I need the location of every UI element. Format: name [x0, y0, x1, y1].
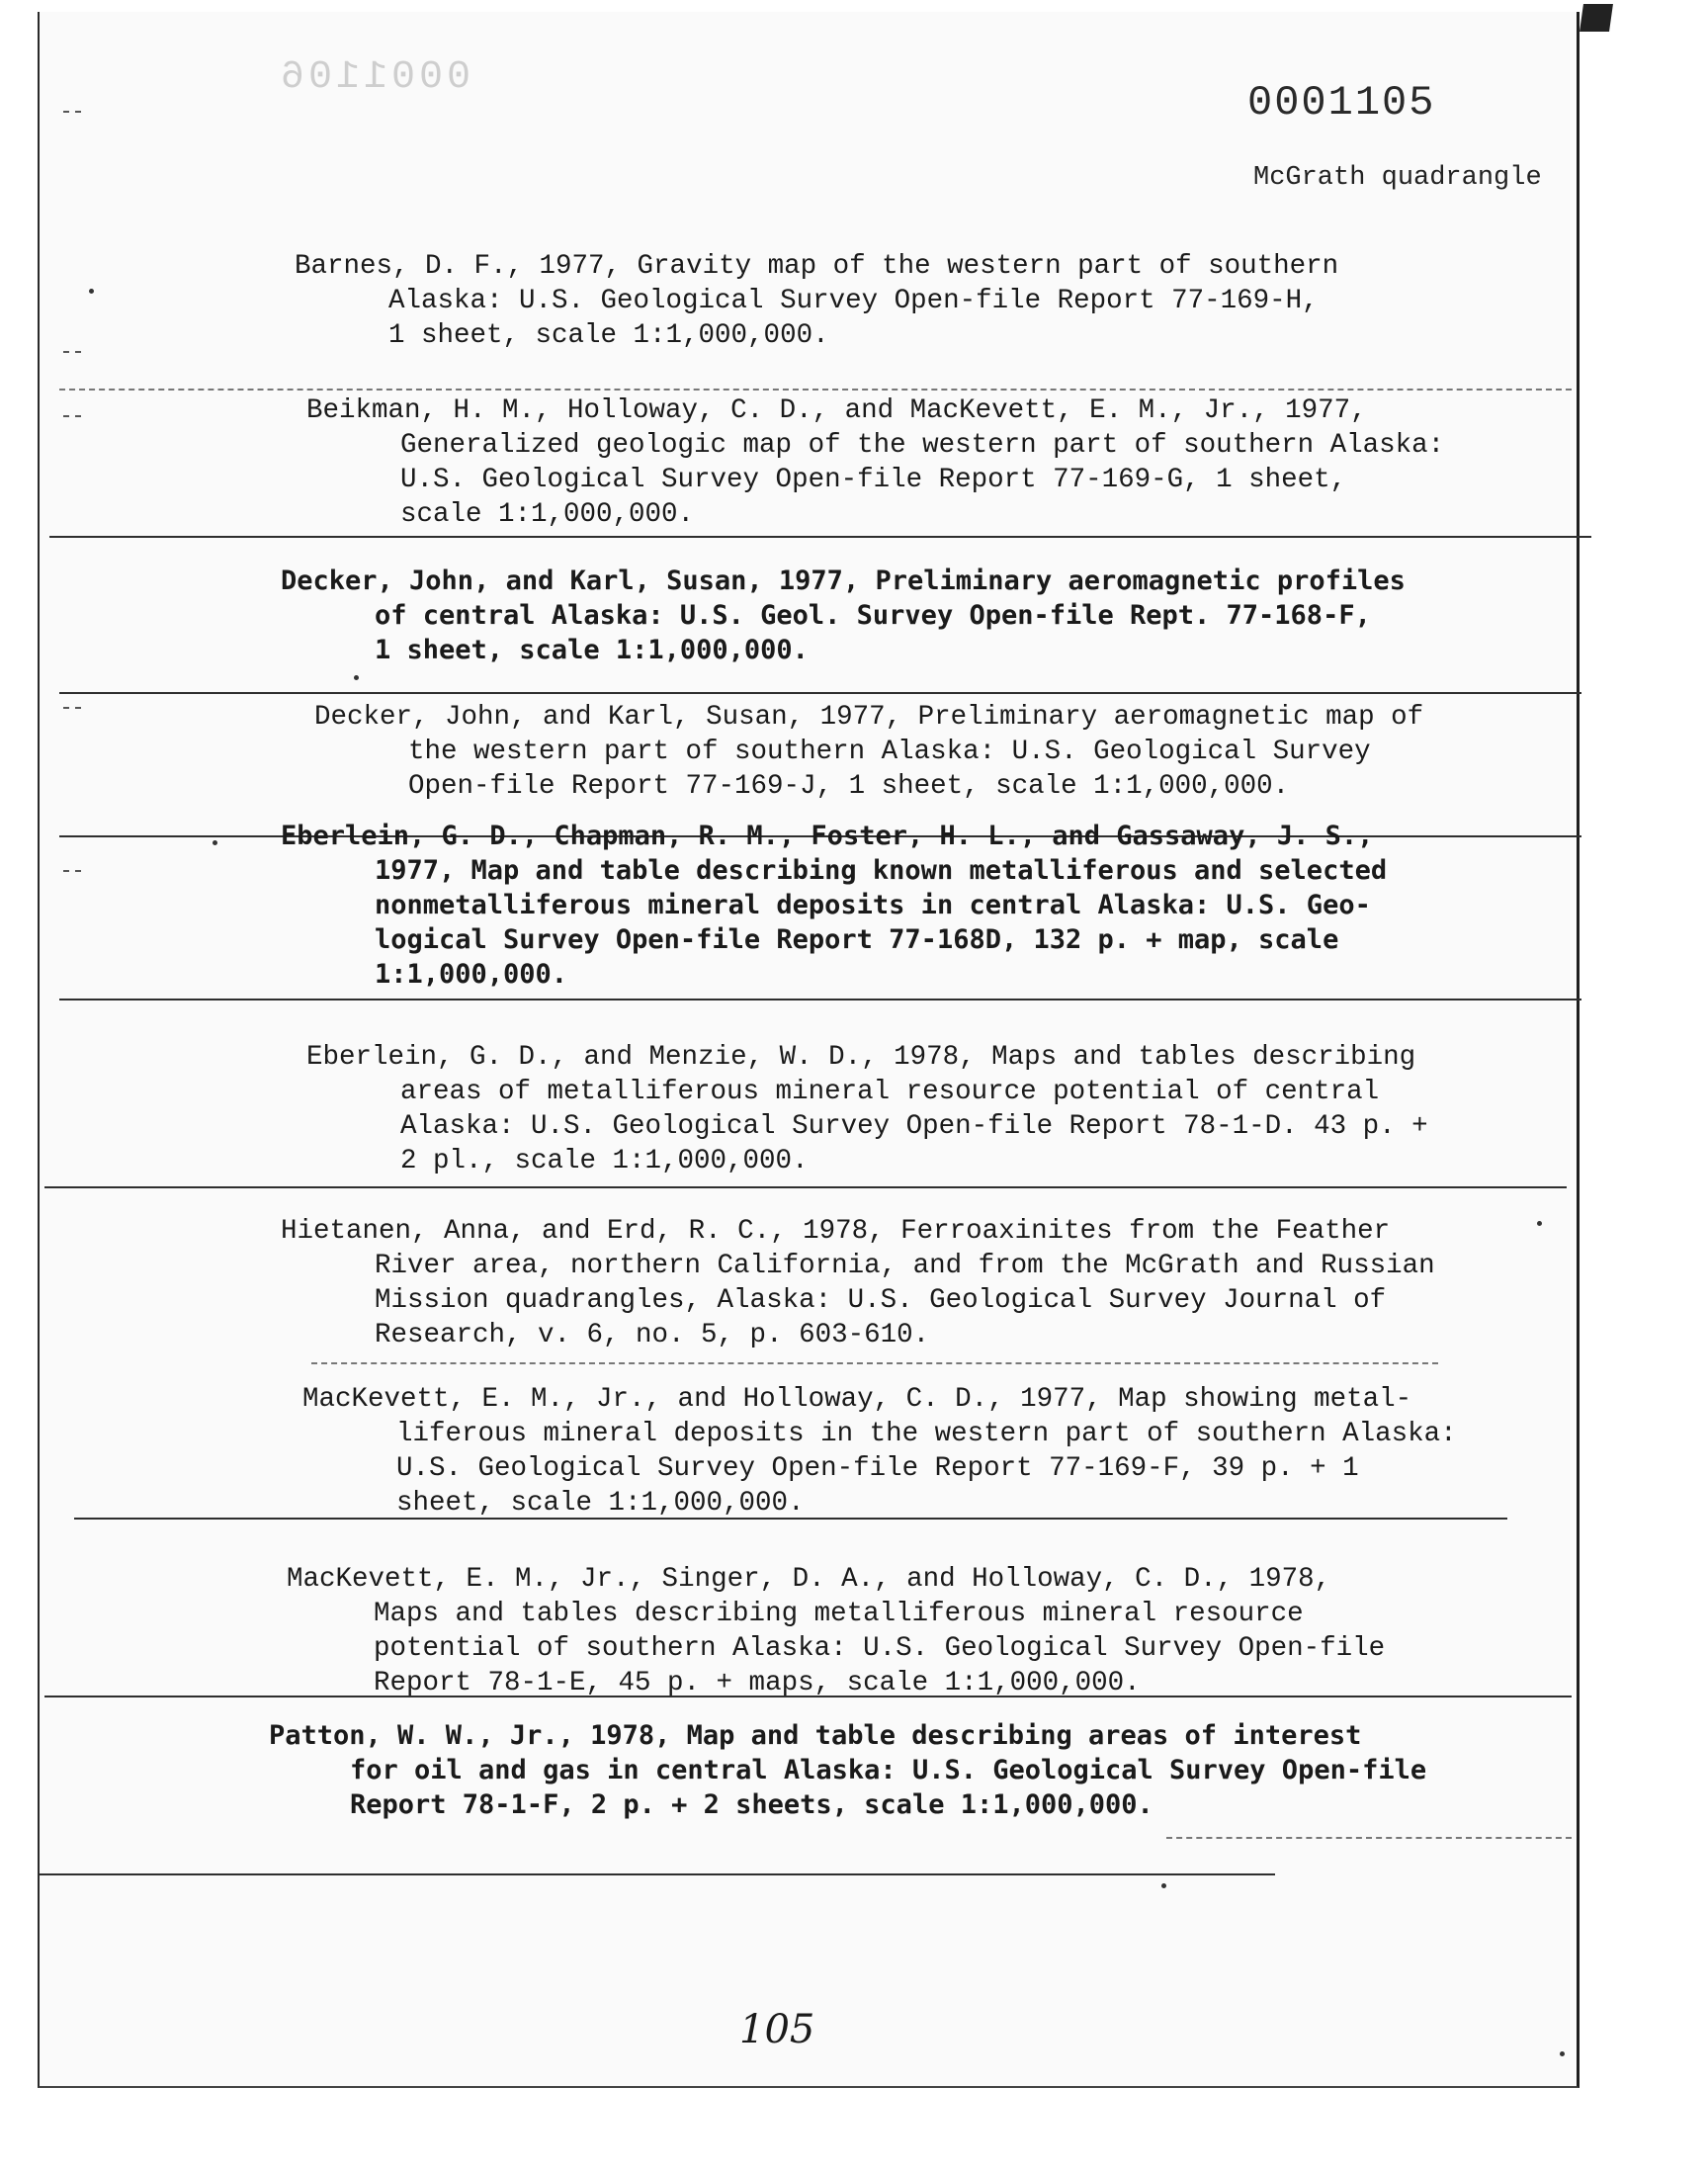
speck: [1161, 1883, 1166, 1888]
entry-line: Generalized geologic map of the western part of southern Alaska:: [400, 430, 1445, 461]
entry-line: sheet, scale 1:1,000,000.: [396, 1488, 805, 1519]
entry-line: Research, v. 6, no. 5, p. 603-610.: [375, 1320, 930, 1350]
speck: [89, 289, 94, 294]
bibliography-entry: [281, 564, 1406, 667]
entry-line: Report 78-1-F, 2 p. + 2 sheets, scale 1:1,000,000.: [350, 1789, 1153, 1820]
entry-line: Eberlein, G. D., Chapman, R. M., Foster, H. L., and Gassaway, J. S.,: [281, 821, 1374, 851]
entry-line: of central Alaska: U.S. Geol. Survey Open-file Rept. 77-168-F,: [375, 600, 1371, 631]
entry-line: Eberlein, G. D., and Menzie, W. D., 1978, Maps and tables describing: [306, 1042, 1416, 1073]
entry-line: Maps and tables describing metalliferous mineral resource: [374, 1599, 1304, 1629]
bibliography-entry: [269, 1718, 1426, 1822]
entry-line: potential of southern Alaska: U.S. Geological Survey Open-file: [374, 1633, 1386, 1664]
entry-line: 1:1,000,000.: [375, 959, 568, 990]
speck: [1560, 2051, 1565, 2056]
margin-mark: [63, 870, 81, 872]
separator-line: [59, 999, 1581, 1000]
entry-line: liferous mineral deposits in the western part of southern Alaska:: [396, 1419, 1457, 1449]
entry-line: Beikman, H. M., Holloway, C. D., and MacKevett, E. M., Jr., 1977,: [306, 395, 1367, 426]
ghost-document-number: 0001106: [277, 55, 471, 100]
bibliography-entry: [287, 1562, 1385, 1700]
document-number: 0001105: [1247, 79, 1436, 127]
speck: [1537, 1221, 1542, 1226]
entry-line: U.S. Geological Survey Open-file Report 77-169-F, 39 p. + 1: [396, 1453, 1359, 1484]
separator-line: [311, 1362, 1438, 1364]
entry-line: Decker, John, and Karl, Susan, 1977, Preliminary aeromagnetic map of: [314, 702, 1424, 733]
page-number: 105: [739, 2007, 815, 2052]
entry-line: 1 sheet, scale 1:1,000,000.: [388, 320, 829, 351]
entry-line: 1 sheet, scale 1:1,000,000.: [375, 635, 809, 665]
separator-line: [49, 536, 1591, 538]
separator-line: [74, 1518, 1507, 1520]
entry-line: logical Survey Open-file Report 77-168D, 132 p. + map, scale: [375, 924, 1339, 955]
separator-line: [40, 1873, 1275, 1875]
bibliography-entry: [281, 1214, 1435, 1352]
entry-line: Mission quadrangles, Alaska: U.S. Geological Survey Journal of: [375, 1285, 1387, 1316]
bibliography-entry: [314, 700, 1423, 804]
entry-line: Report 78-1-E, 45 p. + maps, scale 1:1,000,000.: [374, 1668, 1141, 1698]
bibliography-entry: [306, 1040, 1428, 1178]
entry-line: scale 1:1,000,000.: [400, 499, 695, 530]
bibliography-entry: [302, 1382, 1457, 1521]
entry-line: nonmetalliferous mineral deposits in central Alaska: U.S. Geo-: [375, 890, 1371, 920]
separator-line: [44, 1696, 1572, 1697]
entry-line: Decker, John, and Karl, Susan, 1977, Preliminary aeromagnetic profiles: [281, 566, 1406, 596]
entry-line: Barnes, D. F., 1977, Gravity map of the western part of southern: [295, 251, 1339, 282]
separator-line: [44, 1186, 1567, 1188]
entry-line: Alaska: U.S. Geological Survey Open-file Report 78-1-D. 43 p. +: [400, 1111, 1428, 1142]
margin-mark: [63, 351, 81, 353]
bibliography-entry: [295, 249, 1338, 353]
quadrangle-title: McGrath quadrangle: [1253, 163, 1542, 193]
entry-line: Hietanen, Anna, and Erd, R. C., 1978, Ferroaxinites from the Feather: [281, 1216, 1391, 1247]
bibliography-entry: [281, 819, 1387, 992]
entry-line: U.S. Geological Survey Open-file Report 77-169-G, 1 sheet,: [400, 465, 1347, 495]
entry-line: River area, northern California, and from the McGrath and Russian: [375, 1251, 1435, 1281]
page-corner-mark: [1580, 4, 1613, 32]
speck: [354, 675, 359, 680]
bibliography-entry: [306, 393, 1444, 532]
speck: [213, 840, 217, 845]
entry-line: MacKevett, E. M., Jr., and Holloway, C. D., 1977, Map showing metal-: [302, 1384, 1412, 1415]
margin-mark: [63, 707, 81, 709]
separator-line: [59, 692, 1581, 694]
entry-line: Patton, W. W., Jr., 1978, Map and table describing areas of interest: [269, 1720, 1362, 1751]
entry-line: MacKevett, E. M., Jr., Singer, D. A., and Holloway, C. D., 1978,: [287, 1564, 1331, 1595]
entry-line: for oil and gas in central Alaska: U.S. Geological Survey Open-file: [350, 1755, 1427, 1785]
entry-line: 2 pl., scale 1:1,000,000.: [400, 1146, 809, 1176]
margin-mark: [63, 111, 81, 113]
separator-line: [1166, 1837, 1572, 1839]
entry-line: Alaska: U.S. Geological Survey Open-file Report 77-169-H,: [388, 286, 1319, 316]
separator-line: [59, 389, 1572, 391]
margin-mark: [63, 415, 81, 417]
entry-line: 1977, Map and table describing known metalliferous and selected: [375, 855, 1388, 886]
entry-line: Open-file Report 77-169-J, 1 sheet, scale 1:1,000,000.: [408, 771, 1290, 802]
entry-line: the western part of southern Alaska: U.S. Geological Survey: [408, 737, 1371, 767]
entry-line: areas of metalliferous mineral resource potential of central: [400, 1077, 1380, 1107]
